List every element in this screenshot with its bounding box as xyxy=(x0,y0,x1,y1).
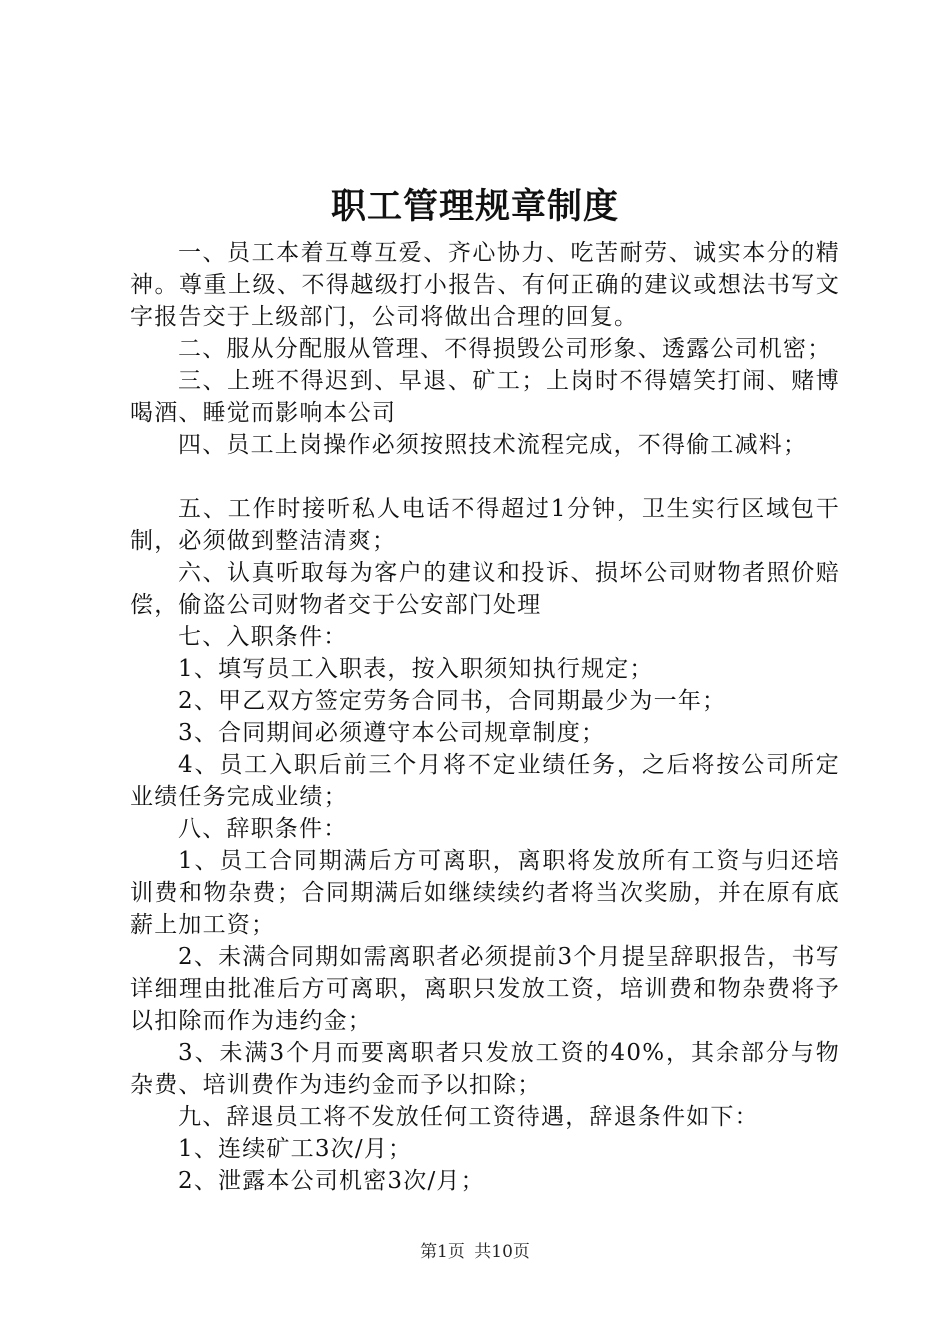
list-item: 3、合同期间必须遵守本公司规章制度； xyxy=(178,720,606,746)
paragraph-spacer xyxy=(130,461,840,493)
section-heading-resignation: 八、辞职条件： xyxy=(178,816,348,842)
list-item: 1、连续矿工3次/月； xyxy=(178,1136,413,1162)
list-item: 1、员工合同期满后方可离职，离职将发放所有工资与归还培训费和物杂费；合同期满后如继续续约者将当次奖励，并在原有底薪上加工资； xyxy=(130,848,840,938)
paragraph-4: 四、员工上岗操作必须按照技术流程完成，不得偷工减料； xyxy=(178,432,808,458)
document-body xyxy=(130,237,840,1197)
list-item: 2、未满合同期如需离职者必须提前3个月提呈辞职报告，书写详细理由批准后方可离职，离职只发放工资，培训费和物杂费将予以扣除而作为违约金； xyxy=(130,944,840,1034)
paragraph-2: 二、服从分配服从管理、不得损毁公司形象、透露公司机密； xyxy=(178,336,832,362)
section-heading-entry: 七、入职条件： xyxy=(178,624,348,650)
list-item: 2、泄露本公司机密3次/月； xyxy=(178,1168,485,1194)
page-total: 共10页 xyxy=(474,1242,530,1262)
paragraph-1: 一、员工本着互尊互爱、齐心协力、吃苦耐劳、诚实本分的精神。尊重上级、不得越级打小报告、有何正确的建议或想法书写文字报告交于上级部门，公司将做出合理的回复。 xyxy=(130,240,840,330)
paragraph-3: 三、上班不得迟到、早退、矿工；上岗时不得嬉笑打闹、赌博喝酒、睡觉而影响本公司 xyxy=(130,368,840,426)
list-item: 1、填写员工入职表，按入职须知执行规定； xyxy=(178,656,654,682)
paragraph-6: 六、认真听取每为客户的建议和投诉、损坏公司财物者照价赔偿，偷盗公司财物者交于公安部门处理 xyxy=(130,560,840,618)
page-footer xyxy=(0,1240,950,1264)
section-heading-dismissal: 九、辞退员工将不发放任何工资待遇，辞退条件如下： xyxy=(178,1104,759,1130)
paragraph-5: 五、工作时接听私人电话不得超过1分钟，卫生实行区域包干制，必须做到整洁清爽； xyxy=(130,496,840,554)
list-item: 3、未满3个月而要离职者只发放工资的40%，其余部分与物杂费、培训费作为违约金而予以扣除； xyxy=(130,1040,840,1098)
page-number: 第1页 xyxy=(420,1242,465,1262)
list-item: 4、员工入职后前三个月将不定业绩任务，之后将按公司所定业绩任务完成业绩； xyxy=(130,752,840,810)
list-item: 2、甲乙双方签定劳务合同书，合同期最少为一年； xyxy=(178,688,727,714)
document-title: 职工管理规章制度 xyxy=(330,186,619,227)
